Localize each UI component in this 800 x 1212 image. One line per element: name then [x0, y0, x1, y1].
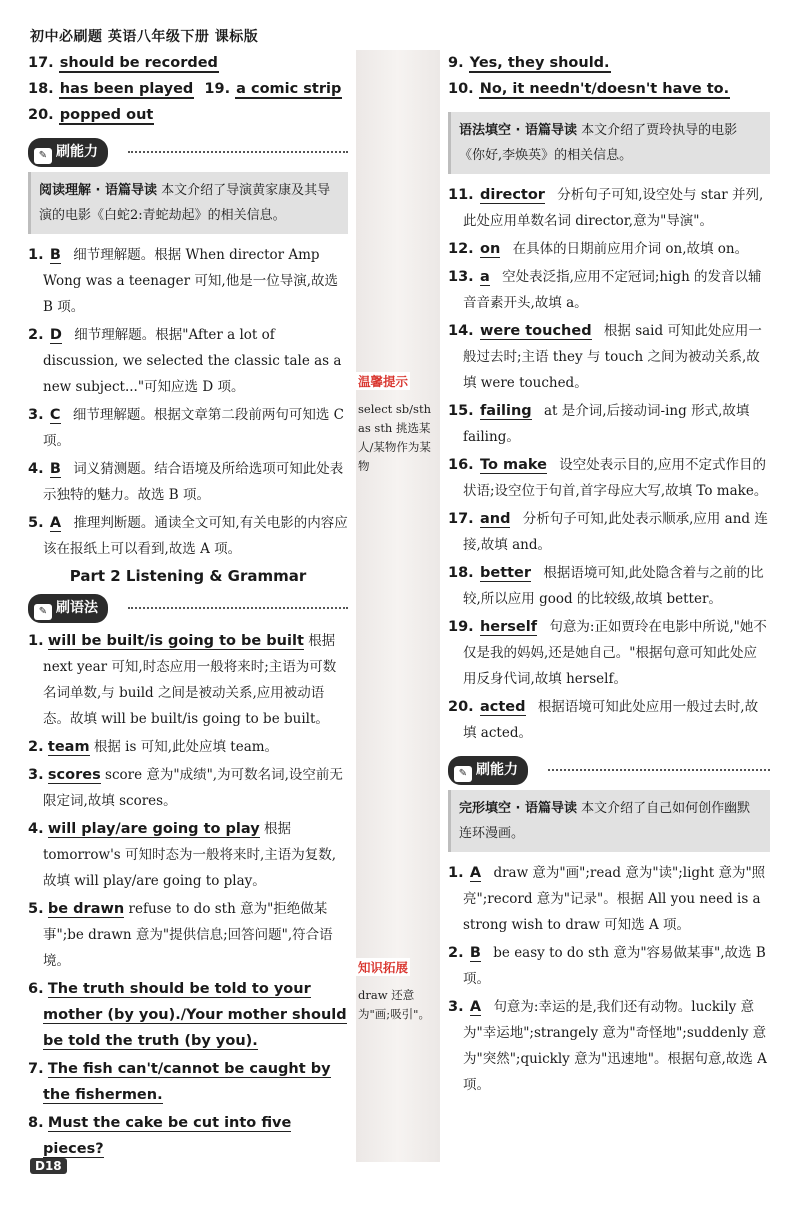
answer-item — [448, 940, 770, 992]
explanation: refuse to do sth 意为"拒绝做某事";be drawn 意为"提供信息;回答问题",符合语境。 — [43, 901, 333, 969]
answer-item — [448, 506, 770, 558]
answer-key: better — [479, 565, 532, 581]
cloze-guide: 完形填空 · 语篇导读 本文介绍了自己如何创作幽默连环漫画。 — [448, 790, 770, 852]
explanation: at 是介词,后接动词-ing 形式,故填 failing。 — [463, 403, 750, 445]
item-number: 18. — [448, 565, 474, 581]
answer-key: be drawn — [47, 901, 125, 917]
answer-key: team — [47, 739, 90, 755]
answer-item — [448, 398, 770, 450]
answer-key: a — [479, 269, 490, 285]
answer-item — [448, 452, 770, 504]
answer-key: B — [49, 461, 61, 477]
grammar-fill-guide: 语法填空 · 语篇导读 本文介绍了贾玲执导的电影《你好,李焕英》的相关信息。 — [448, 112, 770, 174]
answer-key: B — [469, 945, 481, 961]
explanation: 分析句子可知,设空处与 star 并列,此处应用单数名词 director,意为"导演"。 — [463, 187, 764, 229]
answer-item — [448, 318, 770, 396]
explanation: 根据 said 可知此处应用一般过去时;主语 they 与 touch 之间为被动关系,故填 were touched。 — [463, 323, 762, 391]
answer-item — [28, 402, 348, 454]
cloze-answers — [448, 860, 770, 1098]
answer-key: and — [479, 511, 511, 527]
item-number: 3. — [28, 767, 44, 783]
item-number: 3. — [448, 999, 464, 1015]
answer-item — [448, 236, 770, 262]
answer-key: A — [49, 515, 62, 531]
answer-key: scores — [47, 767, 101, 783]
answer-item — [28, 242, 348, 320]
answer-10: 10. No, it needn't/doesn't have to. — [448, 81, 730, 97]
fill-answers — [448, 182, 770, 746]
answer-item — [448, 614, 770, 692]
explanation: 根据 is 可知,此处应填 team。 — [93, 739, 279, 755]
answer-key: To make — [479, 457, 547, 473]
answer-item — [28, 816, 348, 894]
explanation: 根据 tomorrow's 可知时态为一般将来时,主语为复数,故填 will play/are going to play。 — [43, 821, 337, 889]
left-column — [28, 50, 348, 1162]
item-number: 2. — [28, 739, 44, 755]
answer-key: C — [49, 407, 61, 423]
answer-key: D — [49, 327, 62, 343]
right-column — [448, 50, 770, 1098]
item-number: 1. — [28, 247, 44, 263]
explanation: 在具体的日期前应用介词 on,故填 on。 — [512, 241, 749, 257]
answer-item — [28, 762, 348, 814]
explanation: 句意为:正如贾玲在电影中所说,"她不仅是我的妈妈,还是她自己。"根据句意可知此处应用反身代词,故填 herself。 — [463, 619, 767, 687]
item-number: 2. — [448, 945, 464, 961]
answer-item — [28, 734, 348, 760]
answer-item — [28, 1056, 348, 1108]
reading-answers — [28, 242, 348, 562]
part-heading: Part 2 Listening & Grammar — [69, 567, 307, 585]
answer-item — [28, 628, 348, 732]
explanation: score 意为"成绩",为可数名词,设空前无限定词,故填 scores。 — [43, 767, 343, 809]
section-heading: ✎ 刷语法 — [28, 594, 348, 622]
item-number: 4. — [28, 821, 44, 837]
answer-item — [448, 560, 770, 612]
answer-key: were touched — [479, 323, 592, 339]
grammar-answers — [28, 628, 348, 1162]
item-number: 1. — [448, 865, 464, 881]
item-number: 11. — [448, 187, 474, 203]
answer-key: herself — [479, 619, 538, 635]
extension-text: draw 还意为"画;吸引"。 — [358, 988, 430, 1021]
item-number: 8. — [28, 1115, 44, 1131]
answer-key: director — [479, 187, 545, 203]
page-number: D18 — [30, 1158, 67, 1174]
section-heading: ✎ 刷能力 — [448, 756, 770, 784]
explanation: be easy to do sth 意为"容易做某事",故选 B 项。 — [463, 945, 766, 987]
answer-item — [28, 510, 348, 562]
explanation: 根据语境可知此处应用一般过去时,故填 acted。 — [463, 699, 759, 741]
running-header: 初中必刷题 英语八年级下册 课标版 — [30, 29, 259, 45]
item-number: 19. — [448, 619, 474, 635]
item-number: 6. — [28, 981, 44, 997]
tip-text: select sb/sth as sth 挑选某人/某物作为某物 — [358, 402, 431, 473]
item-number: 20. — [448, 699, 474, 715]
answer-item — [28, 896, 348, 974]
item-number: 7. — [28, 1061, 44, 1077]
item-number: 1. — [28, 633, 44, 649]
explanation: 推理判断题。通读全文可知,有关电影的内容应该在报纸上可以看到,故选 A 项。 — [43, 515, 348, 557]
tip-tag: 温馨提示 — [358, 374, 409, 389]
item-number: 17. — [448, 511, 474, 527]
answer-key: will be built/is going to be built — [47, 633, 304, 649]
explanation: 词义猜测题。结合语境及所给选项可知此处表示独特的魅力。故选 B 项。 — [43, 461, 344, 503]
answer-item — [28, 456, 348, 508]
item-number: 12. — [448, 241, 474, 257]
item-number: 4. — [28, 461, 44, 477]
answer-key: B — [49, 247, 61, 263]
explanation: 根据 next year 可知,时态应用一般将来时;主语为可数名词单数,与 build 之间是被动关系,应用被动语态。故填 will be built/is going to be built。 — [43, 633, 337, 727]
reading-guide: 阅读理解 · 语篇导读 本文介绍了导演黄家康及其导演的电影《白蛇2:青蛇劫起》的相关信息。 — [28, 172, 348, 234]
answer-9: 9. Yes, they should. — [448, 55, 610, 71]
explanation: 句意为:幸运的是,我们还有动物。luckily 意为"幸运地";strangely 意为"奇怪地";suddenly 意为"突然";quickly 意为"迅速地"。根据句意,故选 A 项。 — [463, 999, 767, 1093]
answer-item — [448, 994, 770, 1098]
explanation: 细节理解题。根据文章第二段前两句可知选 C 项。 — [43, 407, 344, 449]
answer-key: A — [469, 999, 482, 1015]
answer-key: on — [479, 241, 501, 257]
answer-key: will play/are going to play — [47, 821, 260, 837]
explanation: 分析句子可知,此处表示顺承,应用 and 连接,故填 and。 — [463, 511, 768, 553]
pen-icon: ✎ — [454, 766, 472, 782]
answer-17: 17. should be recorded — [28, 55, 218, 71]
answer-item — [28, 976, 348, 1054]
answer-item — [448, 694, 770, 746]
explanation: 设空处表示目的,应用不定式作目的状语;设空位于句首,首字母应大写,故填 To make。 — [463, 457, 768, 499]
explanation: 细节理解题。根据"After a lot of discussion, we selected the classic tale as a new subject..."可知应选 D 项。 — [43, 327, 342, 395]
item-number: 2. — [28, 327, 44, 343]
answer-key: acted — [479, 699, 526, 715]
answer-18-19: 18. has been played 19. a comic strip — [28, 81, 342, 97]
item-number: 5. — [28, 515, 44, 531]
explanation: 细节理解题。根据 When director Amp Wong was a teenager 可知,他是一位导演,故选 B 项。 — [43, 247, 338, 315]
pen-icon: ✎ — [34, 604, 52, 620]
answer-item — [28, 1110, 348, 1162]
explanation: 空处表泛指,应用不定冠词;high 的发音以辅音音素开头,故填 a。 — [463, 269, 762, 311]
item-number: 15. — [448, 403, 474, 419]
answer-key: A — [469, 865, 482, 881]
answer-20: 20. popped out — [28, 107, 154, 123]
answer-item — [448, 182, 770, 234]
explanation: 根据语境可知,此处隐含着与之前的比较,所以应用 good 的比较级,故填 better。 — [463, 565, 764, 607]
item-number: 3. — [28, 407, 44, 423]
explanation: draw 意为"画";read 意为"读";light 意为"照亮";record 意为"记录"。根据 All you need is a strong wish to draw 可知选 A 项。 — [463, 865, 766, 933]
item-number: 16. — [448, 457, 474, 473]
answer-key: failing — [479, 403, 532, 419]
extension-tag: 知识拓展 — [358, 960, 409, 975]
section-heading: ✎ 刷能力 — [28, 138, 348, 166]
item-number: 5. — [28, 901, 44, 917]
answer-key: Must the cake be cut into five pieces? — [43, 1115, 292, 1157]
item-number: 13. — [448, 269, 474, 285]
answer-key: The fish can't/cannot be caught by the fishermen. — [43, 1061, 331, 1103]
item-number: 14. — [448, 323, 474, 339]
pen-icon: ✎ — [34, 148, 52, 164]
answer-item — [448, 860, 770, 938]
answer-item — [28, 322, 348, 400]
answer-item — [448, 264, 770, 316]
answer-key: The truth should be told to your mother (by you)./Your mother should be told the truth (by you). — [43, 981, 347, 1049]
